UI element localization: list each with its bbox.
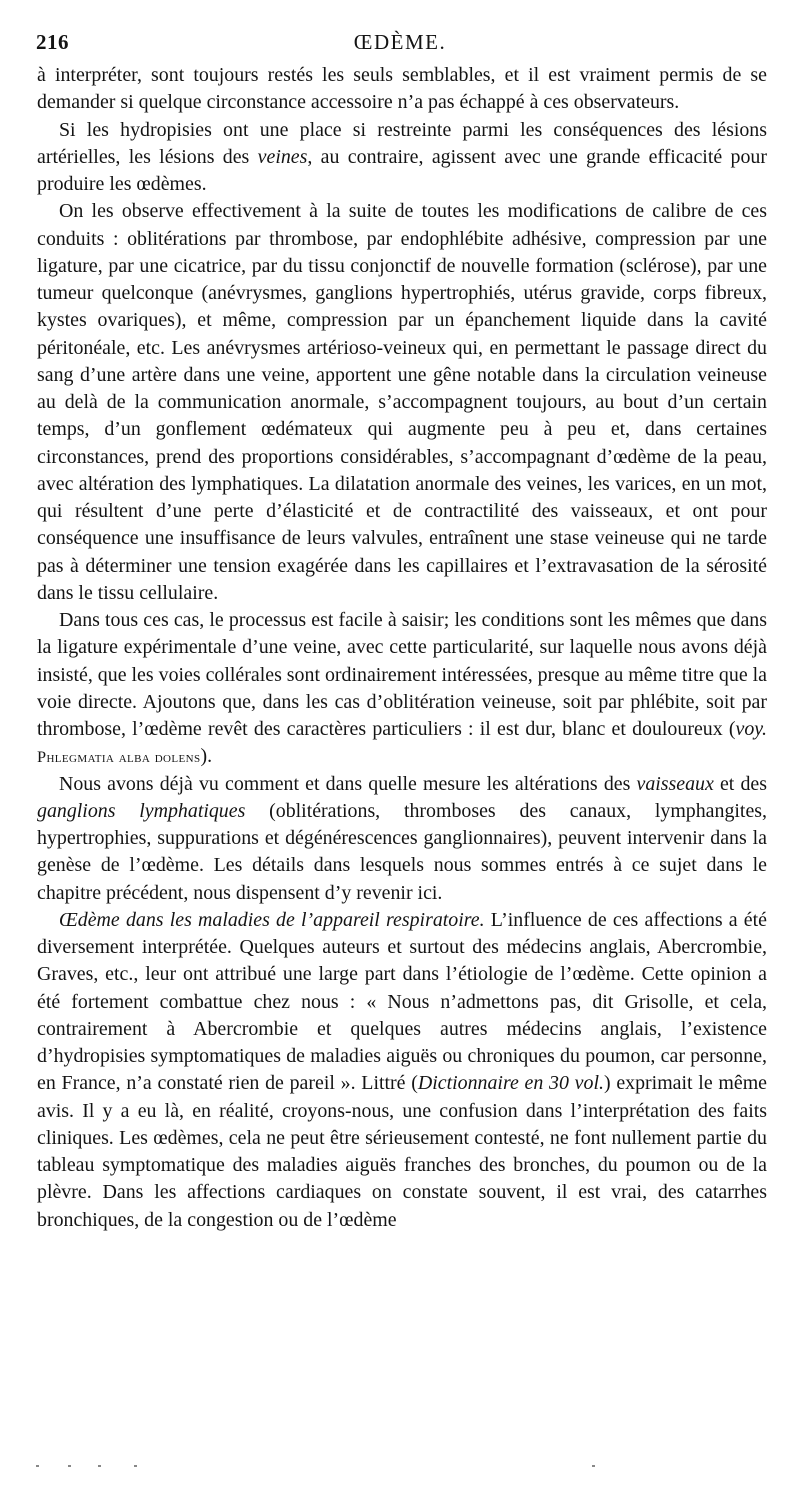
running-head: ŒDÈME. xyxy=(353,30,447,54)
italic-text: vaisseaux xyxy=(636,772,714,795)
scan-speck xyxy=(592,1465,595,1467)
page-header xyxy=(36,30,764,60)
paragraph-text: , au contraire, agissent avec une grande efficacité pour produire les œdèmes. xyxy=(37,145,767,195)
scan-specks xyxy=(36,1462,764,1470)
scan-speck xyxy=(134,1465,137,1467)
paragraph xyxy=(37,771,767,907)
paragraph xyxy=(37,907,767,1234)
paragraph xyxy=(37,62,767,117)
paragraph-text: L’influence de ces affections a été diversement interprétée. Quelques auteurs et surtout des médecins anglais, Abercrombie, Graves, etc., leur ont attribué une large part dans l’étiologie de l’œdème. Cette opinion a été fortement combattue chez nous : « Nous n’admettons pas, dit Grisolle, et cela, contrairement à Abercrombie et quelques autres médecins anglais, l’existence d’hydropisies symptomatiques de maladies aiguës ou chroniques du poumon, car personne, en France, n’a constaté rien de pareil ». Littré ( xyxy=(37,908,767,1095)
smallcaps-text: Phlegmatia alba dolens xyxy=(37,747,201,767)
italic-text: ganglions lymphatiques xyxy=(37,799,246,822)
page-number: 216 xyxy=(36,30,69,54)
italic-text: Œdème dans les maladies de l’appareil respiratoire. xyxy=(59,908,485,931)
paragraph-text: (oblitérations, thromboses des canaux, lymphangites, hypertrophies, suppurations et dégénérescences ganglionnaires), peuvent intervenir dans la genèse de l’œdème. Les détails dans lesquels nous sommes entrés à ce sujet dans le chapitre précédent, nous dispensent d’y revenir ici. xyxy=(37,799,767,904)
paragraph-text: et des xyxy=(713,772,767,795)
paragraph-text: Nous avons déjà vu comment et dans quelle mesure les altérations des xyxy=(59,772,637,795)
paragraph-text: Si les hydropisies ont une place si restreinte parmi les conséquences des lésions artérielles, les lésions des xyxy=(37,118,767,168)
paragraph xyxy=(37,117,767,199)
paragraph-text: Dans tous ces cas, le processus est facile à saisir; les conditions sont les mêmes que dans la ligature expérimentale d’une veine, avec cette particularité, sur laquelle nous avons déjà insisté, que les voies collérales sont ordinairement intéressées, presque au même titre que la voie directe. Ajoutons que, dans les cas d’oblitération veineuse, soit par phlébite, soit par thrombose, l’œdème revêt des caractères particuliers : il est dur, blanc et douloureux ( xyxy=(37,609,767,740)
scan-speck xyxy=(98,1465,101,1467)
italic-text: Dictionnaire en 30 vol. xyxy=(417,1072,604,1095)
body-text xyxy=(37,62,767,1234)
paragraph-text: ). xyxy=(200,745,213,768)
italic-text: veines xyxy=(257,145,308,168)
paragraph-text: On les observe effectivement à la suite de toutes les modifications de calibre de ces conduits : oblitérations par thrombose, par endophlébite adhésive, compression par une ligature, par une cicatrice, par du tissu conjonctif de nouvelle formation (sclérose), par une tumeur quelconque (anévrysmes, ganglions hypertrophiés, utérus gravide, corps fibreux, kystes ovariques), et même, compression par un épanchement liquide dans la cavité péritonéale, etc. Les anévrysmes artérioso-veineux qui, en permettant le passage direct du sang d’une artère dans une veine, apportent une gêne notable dans la circulation veineuse au delà de la communication anormale, s’accompagnent toujours, au bout d’un certain temps, d’un gonflement œdémateux qui augmente peu à peu et, dans certaines circonstances, prend des proportions considérables, s’accompagnant d’œdème de la peau, avec altération des lymphatiques. La dilatation anormale des veines, les varices, en un mot, qui résultent d’une perte d’élasticité et de contractilité des vaisseaux, et ont pour conséquence une insuffisance de leurs valvules, entraînent une stase veineuse qui ne tarde pas à déterminer une tension exagérée dans les capillaires et l’extravasation de la sérosité dans le tissu cellulaire. xyxy=(37,200,767,604)
italic-text: voy. xyxy=(735,718,767,740)
paragraph-text: ) exprimait le même avis. Il y a eu là, en réalité, croyons-nous, une confusion dans l’interprétation des faits cliniques. Les œdèmes, cela ne peut être sérieusement contesté, ne font nullement partie du tableau symptomatique des maladies aiguës franches des bronches, du poumon ou de la plèvre. Dans les affections cardiaques on constate souvent, il est vrai, des catarrhes bronchiques, de la congestion ou de l’œdème xyxy=(37,1072,767,1231)
paragraph xyxy=(37,198,767,607)
scan-speck xyxy=(68,1465,71,1467)
paragraph-text: à interpréter, sont toujours restés les seuls semblables, et il est vraiment permis de se demander si quelque circonstance accessoire n’a pas échappé à ces observateurs. xyxy=(37,64,767,114)
paragraph xyxy=(37,607,767,771)
scan-speck xyxy=(36,1465,39,1467)
